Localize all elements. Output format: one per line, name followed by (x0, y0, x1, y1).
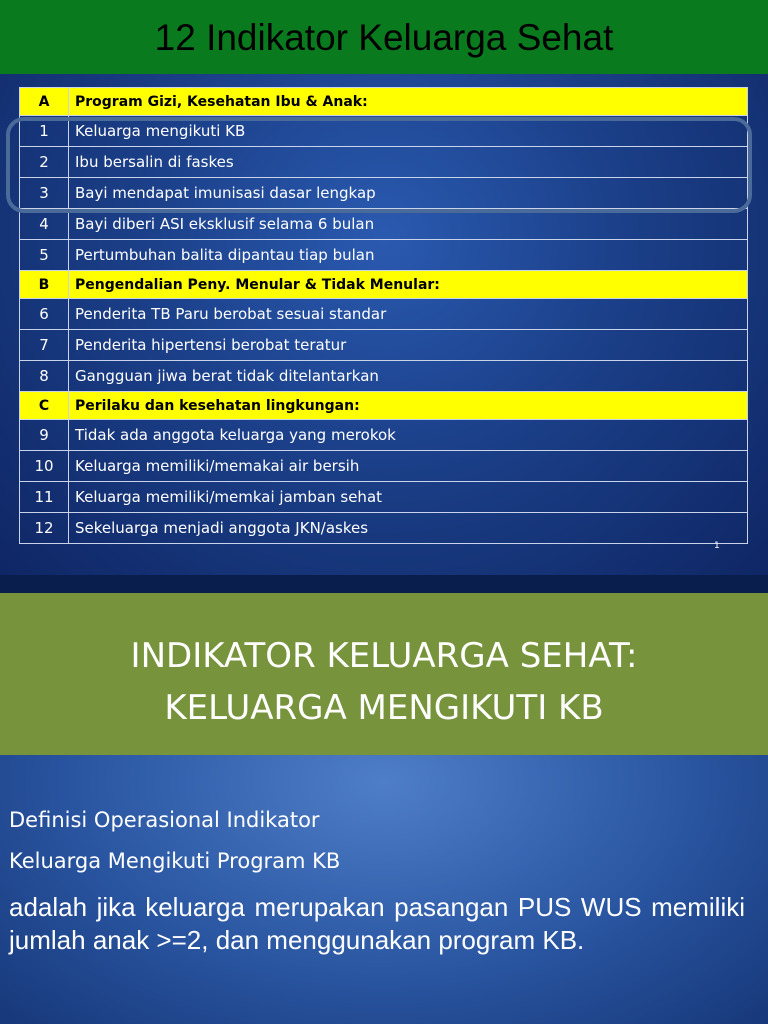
page-title: 12 Indikator Keluarga Sehat (154, 17, 614, 58)
row-number: 4 (20, 209, 69, 240)
section-label: Pengendalian Peny. Menular & Tidak Menular: (69, 271, 748, 299)
indicator-label: Bayi diberi ASI eksklusif selama 6 bulan (69, 209, 748, 240)
section-row (20, 392, 748, 420)
highlight-box (6, 117, 752, 213)
indicator-label: Keluarga mengikuti KB (69, 116, 748, 147)
indicator-label: Ibu bersalin di faskes (69, 147, 748, 178)
indicator-row (20, 240, 748, 271)
indicator-label: Keluarga memiliki/memakai air bersih (69, 451, 748, 482)
section-title-line2: KELUARGA MENGIKUTI KB (164, 688, 604, 728)
row-number: 1 (20, 116, 69, 147)
row-number: 8 (20, 361, 69, 392)
row-number: 2 (20, 147, 69, 178)
row-number: 9 (20, 420, 69, 451)
indicator-label: Keluarga memiliki/memkai jamban sehat (69, 482, 748, 513)
indicator-row (20, 361, 748, 392)
indicator-label: Sekeluarga menjadi anggota JKN/askes (69, 513, 748, 544)
indicator-row (20, 209, 748, 240)
indicator-row (20, 451, 748, 482)
indicator-row (20, 420, 748, 451)
page-number: 1 (714, 541, 720, 551)
definition-heading: Definisi Operasional Indikator (9, 808, 320, 832)
indicator-label: Penderita TB Paru berobat sesuai standar (69, 299, 748, 330)
row-number: 6 (20, 299, 69, 330)
section-row (20, 271, 748, 299)
indicator-label: Bayi mendapat imunisasi dasar lengkap (69, 178, 748, 209)
indicator-row (20, 482, 748, 513)
row-number: C (20, 392, 69, 420)
indicator-label: Gangguan jiwa berat tidak ditelantarkan (69, 361, 748, 392)
indicator-row (20, 299, 748, 330)
row-number: 10 (20, 451, 69, 482)
indicator-row (20, 513, 748, 544)
row-number: 11 (20, 482, 69, 513)
indicator-label: Pertumbuhan balita dipantau tiap bulan (69, 240, 748, 271)
definition-subheading: Keluarga Mengikuti Program KB (9, 849, 341, 873)
row-number: B (20, 271, 69, 299)
row-number: 7 (20, 330, 69, 361)
slide-divider (0, 575, 768, 593)
definition-body: adalah jika keluarga merupakan pasangan PUS WUS memiliki jumlah anak >=2, dan menggunakan program KB. (9, 892, 745, 955)
section-title-line1: INDIKATOR KELUARGA SEHAT: (130, 636, 638, 676)
section-label: Perilaku dan kesehatan lingkungan: (69, 392, 748, 420)
indicator-label: Penderita hipertensi berobat teratur (69, 330, 748, 361)
indicator-label: Tidak ada anggota keluarga yang merokok (69, 420, 748, 451)
row-number: 12 (20, 513, 69, 544)
row-number: A (20, 88, 69, 116)
slide-definition (0, 755, 768, 1024)
indicator-row (20, 330, 748, 361)
row-number: 3 (20, 178, 69, 209)
section-label: Program Gizi, Kesehatan Ibu & Anak: (69, 88, 748, 116)
row-number: 5 (20, 240, 69, 271)
section-title (0, 630, 768, 734)
section-row (20, 88, 748, 116)
